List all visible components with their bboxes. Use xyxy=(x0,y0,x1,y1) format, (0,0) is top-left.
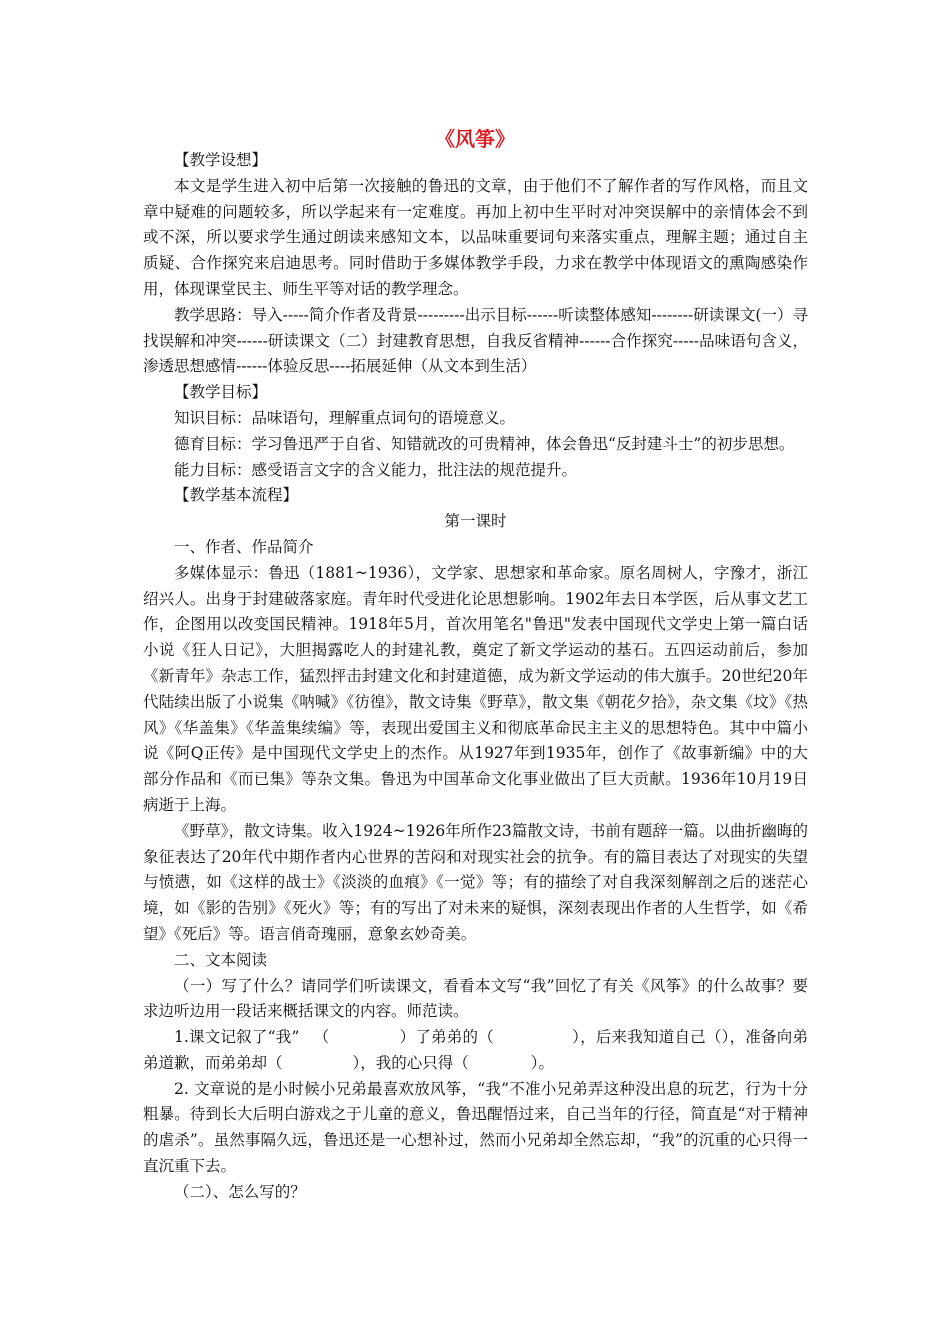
goal-knowledge: 知识目标：品味语句，理解重点词句的语境意义。 xyxy=(174,408,516,427)
fill-in-blank-exercise xyxy=(143,1025,808,1077)
question-one-prompt: （一）写了什么？请同学们听读课文，看看本文写“我”回忆了有关《风筝》的什么故事？要求边听边用一段话来概括课文的内容。师范读。 xyxy=(143,976,808,1021)
author-intro-paragraph: 多媒体显示：鲁迅（1881~1936），文学家、思想家和革命家。原名周树人，字豫才，浙江绍兴人。出身于封建破落家庭。青年时代受进化论思想影响。1902年去日本学医，后从事文艺工作，企图用以改变国民精神。1918年5月，首次用笔名"鲁迅"发表中国现代文学史上第一篇白话小说《狂人日记》，大胆揭露吃人的封建礼教，奠定了新文学运动的基石。五四运动前后，参加《新青年》杂志工作，猛烈抨击封建文化和封建道德，成为新文学运动的伟大旗手。20世纪20年代陆续出版了小说集《呐喊》《彷徨》，散文诗集《野草》，散文集《朝花夕拾》，杂文集《坟》《热风》《华盖集》《华盖集续编》等，表现出爱国主义和彻底革命民主主义的思想特色。其中中篇小说《阿Q正传》是中国现代文学史上的杰作。从1927年到1935年，创作了《故事新编》中的大部分作品和《而已集》等杂文集。鲁迅为中国革命文化事业做出了巨大贡献。1936年10月19日病逝于上海。 xyxy=(143,563,808,814)
question-two-heading: （二）、怎么写的？ xyxy=(174,1182,306,1201)
fill-open-bracket: （ xyxy=(313,1028,330,1047)
section-heading-goals: 【教学目标】 xyxy=(174,383,268,402)
fill-text-6: ）。 xyxy=(530,1053,555,1072)
fill-text-5: ），我的心只得（ xyxy=(352,1053,469,1072)
design-paragraph: 本文是学生进入初中后第一次接触的鲁迅的文章，由于他们不了解作者的写作风格，而且文章中疑难的问题较多，所以学起来有一定难度。再加上初中生平时对冲突误解中的亲情体会不到或不深，所以要求学生通过朗读来感知文本，以品味重要词句来落实重点，理解主题；通过自主质疑、合作探究来启迪思考。同时借助于多媒体教学手段，力求在教学中体现语文的熏陶感染作用，体现课堂民主、师生平等对话的教学理念。 xyxy=(143,176,808,298)
fill-text-2: 了弟弟的（ xyxy=(415,1028,494,1047)
document-body xyxy=(143,148,808,1206)
approach-paragraph: 教学思路：导入-----简介作者及背景---------出示目标------听读整体感知--------研读课文(一）寻找误解和冲突------研读课文（二）封建教育思想，自我反省精神------合作探究-----品味语句含义，渗透思想感情------体验反思----拓展延伸（从文本到生活） xyxy=(143,305,808,376)
goal-ability: 能力目标：感受语言文字的含义能力，批注法的规范提升。 xyxy=(174,460,578,479)
fill-text-1: 1.课文记叙了“我” xyxy=(174,1028,300,1047)
lesson-heading: 第一课时 xyxy=(444,512,507,531)
fill-text-3: ），后来我知道自己（ xyxy=(571,1028,722,1047)
goal-moral: 德育目标：学习鲁迅严于自省、知错就改的可贵精神，体会鲁迅“反封建斗士”的初步思想。 xyxy=(174,434,795,453)
yecao-intro-paragraph: 《野草》，散文诗集。收入1924~1926年所作23篇散文诗，书前有题辞一篇。以曲折幽晦的象征表达了20年代中期作者内心世界的苦闷和对现实社会的抗争。有的篇目表达了对现实的失望与愤懑，如《这样的战士》《淡淡的血痕》《一觉》等；有的描绘了对自我深刻解剖之后的迷茫心境，如《影的告别》《死火》等；有的写出了对未来的疑惧，深刻表现出作者的人生哲学，如《希望》《死后》等。语言俏奇瑰丽，意象玄妙奇美。 xyxy=(143,821,808,943)
section-heading-design: 【教学设想】 xyxy=(174,151,268,169)
fill-text-4: ），准备向弟弟道歉，而弟弟却（ xyxy=(143,1028,808,1072)
section-heading-flow: 【教学基本流程】 xyxy=(174,486,299,505)
section-heading-reading: 二、文本阅读 xyxy=(174,950,268,969)
fill-close-bracket: ） xyxy=(399,1028,416,1047)
document-title: 《风筝》 xyxy=(435,127,515,151)
section-heading-author: 一、作者、作品简介 xyxy=(174,537,314,556)
summary-paragraph: 2. 文章说的是小时候小兄弟最喜欢放风筝，“我”不准小兄弟弄这种没出息的玩艺，行为十分粗暴。待到长大后明白游戏之于儿童的意义，鲁迅醒悟过来，自己当年的行径，简直是“对于精神的虐杀”。虽然事隔久远，鲁迅还是一心想补过，然而小兄弟却全然忘却，“我”的沉重的心只得一直沉重下去。 xyxy=(143,1079,808,1176)
